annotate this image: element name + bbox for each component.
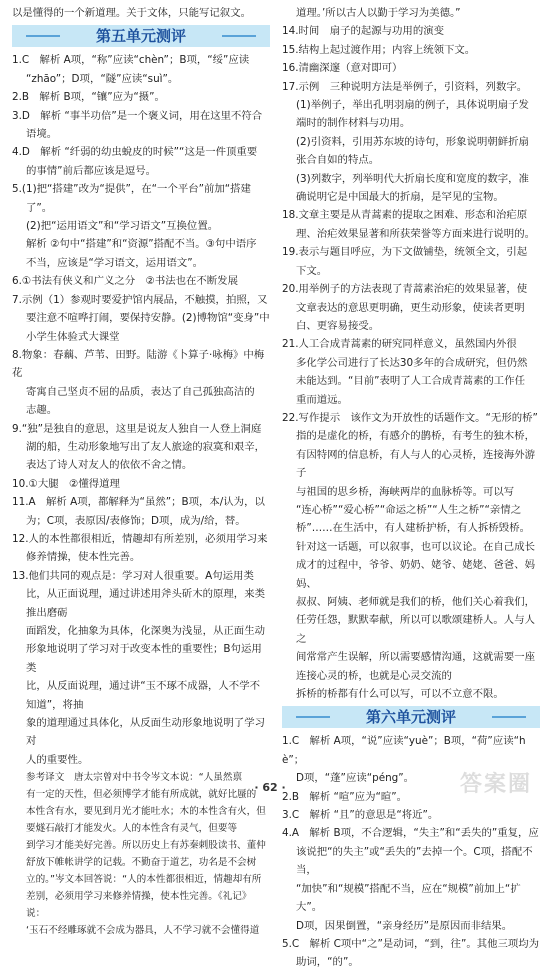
text-line: 21.人工合成青蒿素的研究同样意义，虽然国内外很 bbox=[282, 338, 517, 351]
text-line: 17.示例 三种说明方法是举例子，引资料，列数字。 bbox=[282, 80, 528, 93]
text-line: 间常常产生误解，所以需要感情沟通，这就需要一座 bbox=[296, 651, 535, 664]
text-line: 张合自如的特点。 bbox=[296, 154, 380, 167]
text-line: 针对这一话题，可以叙事，也可以议论。在自己成长 bbox=[296, 540, 535, 553]
text-line: 形象地说明了学习对于改变本性的重要性；B句运用类 bbox=[26, 643, 262, 674]
text-line: 要燧石敲打才能发火。人的本性含有灵气，但要等 bbox=[26, 823, 238, 835]
text-line: 为；C项，表原因/表修饰；D项，成为/给，替。 bbox=[26, 514, 246, 527]
text-line: (2)把“运用语文”和“学习语文”互换位置。 bbox=[26, 220, 219, 233]
text-line: 5.(1)把“搭建”改为“提供”，在“一个平台”前加“搭建 bbox=[12, 183, 251, 196]
text-line: 人的重要性。 bbox=[26, 753, 89, 766]
text-line: D项，“蓬”应读“péng”。 bbox=[296, 772, 415, 785]
text-line: “zhāo”；D项，“隧”应读“suì”。 bbox=[26, 72, 179, 85]
text-line: 助词，“的”。 bbox=[296, 956, 359, 969]
text-line: (3)列数字，列举明代大折扇长度和宽度的数字，准 bbox=[296, 172, 529, 185]
text-line: 16.清幽深邃（意对即可） bbox=[282, 62, 403, 75]
left-column bbox=[12, 4, 270, 939]
text-line: 差别，必须用学习来修养情操，使本性完善。《礼记》说： bbox=[26, 891, 252, 920]
text-line: 小学生体验式大课堂 bbox=[26, 330, 120, 343]
text-line: 4.A 解析 B项，不合逻辑，“失主”和“丢失的”重复，应 bbox=[282, 827, 539, 840]
text-line: 不当，应该是“学习语文，运用语文”。 bbox=[26, 256, 204, 269]
text-line: 未能达到。“目前”表明了人工合成青蒿素的工作任 bbox=[296, 375, 525, 388]
right-answers-a bbox=[282, 4, 540, 703]
text-line: 5.C 解析 C项中“之”是动词，“到，往”。其他三项均为 bbox=[282, 937, 540, 950]
text-line: 11.A 解析 A项，都解释为“虽然”；B项，本/认为，以 bbox=[12, 496, 265, 509]
text-line: ‘玉石不经雕琢就不会成为器具，人不学习就不会懂得道 bbox=[26, 925, 260, 937]
text-line: 比，从反面说理，通过讲“玉不琢不成器，人不学不知道”，将抽 bbox=[26, 680, 260, 711]
text-line: 与祖国的思乡桥，海峡两岸的血脉桥等。可以写 bbox=[296, 485, 515, 498]
text-line: 象的道理通过具体化，从反面生动形象地说明了学习对 bbox=[26, 717, 265, 748]
text-line: 下文。 bbox=[296, 264, 328, 277]
text-line: 15.结构上起过渡作用；内容上统领下文。 bbox=[282, 43, 476, 56]
text-line: 寄寓自己坚贞不屈的品质，表达了自己孤独高洁的 bbox=[26, 385, 255, 398]
text-line: 本性含有水，要见到月光才能吐水；木的本性含有火，但 bbox=[26, 806, 266, 818]
text-line: 22.写作提示 该作文为开放性的话题作文。“无形的桥” bbox=[282, 411, 538, 424]
watermark-logo: 答案圈 bbox=[459, 772, 532, 797]
text-line: (2)引资料，引用苏东坡的诗句，形象说明朝鲜折扇 bbox=[296, 135, 529, 148]
text-line: 1.C 解析 A项，“说”应读“yuè”；B项，“荷”应读“hè”； bbox=[282, 735, 526, 766]
text-line: 了”。 bbox=[26, 201, 53, 214]
text-line: 比，从正面说理，通过讲述用斧头斫木的原理，来类推出磨砺 bbox=[26, 588, 265, 619]
text-line: 理、治疟效果显著和所获荣誉等方面来进行说明的。 bbox=[296, 227, 535, 240]
text-line: 2.B 解析 “喧”应为“暄”。 bbox=[282, 790, 408, 803]
text-line: 参考译文 唐太宗曾对中书令岑文本说：“人虽然禀 bbox=[26, 772, 243, 784]
text-line: 3.C 解析 “且”的意思是“将近”。 bbox=[282, 809, 439, 822]
text-line: D项，因果倒置，“亲身经历”是原因而非结果。 bbox=[296, 919, 513, 932]
left-answers bbox=[12, 51, 270, 769]
text-line: 20.用举例子的方法表现了青蒿素治疟的效果显著，使 bbox=[282, 283, 528, 296]
text-line: 12.人的本性都很相近，情趣却有所差别，必须用学习来 bbox=[12, 532, 268, 545]
text-line: 面蹈发，化抽象为具体，化深奥为浅显，从正面生动 bbox=[26, 625, 265, 637]
text-line: 4.D 解析 “纤弱的幼虫蛻皮的时候”“这是一件顶重要 bbox=[12, 146, 258, 159]
text-line: 1.C 解析 A项，“称”应读“chèn”；B项，“绥”应读 bbox=[12, 54, 250, 67]
text-line: 确说明它是中国最大的折扇，是罕见的宝物。 bbox=[296, 191, 504, 204]
text-line: 18.文章主要是从青蒿素的提取之困难、形态和治疟原 bbox=[282, 209, 528, 222]
text-line: 文章表达的意思更明确，更生动形象，使读者更明 bbox=[296, 301, 525, 314]
text-line: (1)举例子，举出孔明羽扇的例子，具体说明扇子发 bbox=[296, 99, 529, 112]
text-line: 成才的过程中，爷爷、奶奶、姥爷、姥姥、爸爸、妈妈、 bbox=[296, 559, 535, 590]
text-line: 解析 ②句中“搭建”和“资源”搭配不当。③句中语序 bbox=[26, 238, 257, 251]
text-line: “连心桥”“爱心桥”“命运之桥”“人生之桥”“亲情之 bbox=[296, 503, 522, 516]
text-line: 连接心灵的桥，也就是心灵交流的 bbox=[296, 669, 452, 682]
section-title-unit5: 第五单元测评 bbox=[12, 25, 270, 47]
text-line: 拆桥的桥都有什么可以写，可以不立意不限。 bbox=[296, 688, 504, 701]
text-line: 的事情”前后都应该是逗号。 bbox=[26, 164, 157, 177]
text-line: 语境。 bbox=[26, 128, 58, 141]
section-title-unit6: 第六单元测评 bbox=[282, 706, 540, 728]
text-line: “加快”和“规模”搭配不当，应在“规模”前加上“扩大”。 bbox=[296, 882, 521, 914]
text-line: 湖的船，生动形象地写出了友人旅途的寂寞和艰辛， bbox=[26, 440, 265, 453]
text-line: 6.①书法有侠义和广义之分 ②书法也在不断发展 bbox=[12, 275, 238, 288]
text-line: 白、更容易接受。 bbox=[296, 319, 380, 332]
text-line: 9.“独”是独自的意思，这里是说友人独自一人登上洞庭 bbox=[12, 422, 262, 435]
text-line: 14.时间 扇子的起源与功用的演变 bbox=[282, 25, 444, 38]
text-line: 10.①大腿 ②懂得道理 bbox=[12, 477, 120, 490]
text-line: 桥”……在生活中，有人建桥护桥，有人拆桥毁桥。 bbox=[296, 522, 530, 535]
left-top-line: 以是懂得的一个新道理。关于文体，只能写记叙文。 bbox=[12, 7, 251, 19]
text-line: 2.B 解析 B项，“镶”应为“摄”。 bbox=[12, 91, 165, 104]
text-line: 重而道远。 bbox=[296, 393, 348, 406]
text-line: 8.物象：春藕、芦苇、田野。陆游《卜算子·咏梅》中梅花 bbox=[12, 348, 265, 380]
text-line: 13.他们共同的观点是：学习对人很重要。A句运用类 bbox=[12, 569, 254, 582]
text-line: 修养情操，使本性完善。 bbox=[26, 551, 141, 564]
right-column bbox=[282, 4, 540, 972]
text-line: 表达了诗人对友人的依依不舍之情。 bbox=[26, 459, 193, 472]
text-line: 叔叔、阿姨、老师就是我们的桥，他们关心着我们， bbox=[296, 596, 535, 608]
text-line: 该说把“的失主”或“丢失的”去掉一个。C项，搭配不当， bbox=[296, 845, 533, 877]
text-line: 舒放下帷帐讲学的记载。不勤奋于道艺，功名是不会树 bbox=[26, 857, 257, 869]
text-line: 7.示例（1）参观时要爱护馆内展品，不触摸，拍照，又 bbox=[12, 293, 268, 306]
text-line: 端时的制作材料与功用。 bbox=[296, 117, 411, 130]
text-line: 道理。’所以古人以勤于学习为美德。” bbox=[296, 7, 461, 19]
left-translation bbox=[12, 769, 270, 939]
text-line: 有因特网的信息桥，有人与人的心灵桥，连接海外游子 bbox=[296, 448, 535, 480]
text-line: 要注意不喧哗打闹，要保持安静。(2)博物馆“变身”中 bbox=[26, 312, 270, 325]
text-line: 任劳任怨，默默奉献，所以可以歌颂建桥人。人与人之 bbox=[296, 614, 535, 645]
text-line: 19.表示与题目呼应，为下文做铺垫，统领全文，引起 bbox=[282, 246, 528, 259]
text-line: 3.D 解析 “事半功倍”是一个褒义词，用在这里不符合 bbox=[12, 109, 263, 122]
text-line: 到学习才能美好完善。所以历史上有苏秦刺股读书、董仲 bbox=[26, 840, 266, 852]
text-line: 指的是虚化的桥，有感介的鹊桥，有考生的独木桥， bbox=[296, 430, 535, 443]
text-line: 立的。”岑文本回答说：“人的本性都很相近，情趣却有所 bbox=[26, 874, 262, 886]
text-line: 有一定的天性，但必须博学才能有所成就，就好比蜃的 bbox=[26, 789, 257, 801]
text-line: 多化学公司进行了长达30多年的合成研究，但仍然 bbox=[296, 356, 528, 369]
page-number: · 62 · bbox=[254, 781, 286, 794]
text-line: 志趣。 bbox=[26, 404, 58, 417]
